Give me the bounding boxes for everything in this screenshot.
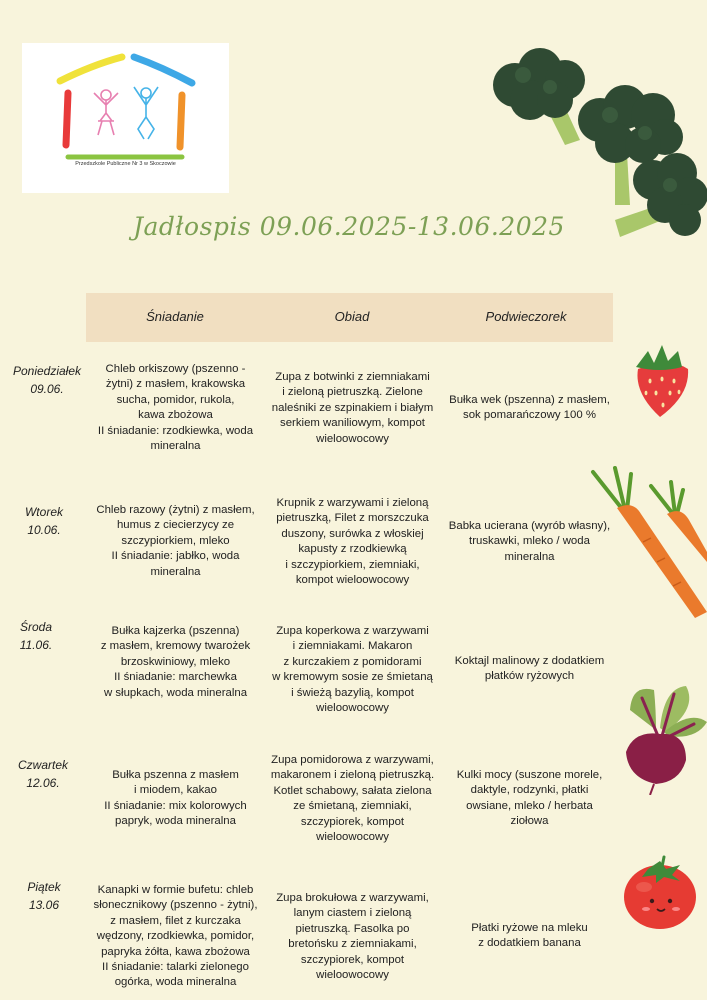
breakfast-cell: Bułka kajzerka (pszenna) z masłem, kremowy twarożek brzoskwiniowy, mleko II śniadanie: marchewka w słupkach, woda mineralna [100,625,251,699]
header-breakfast: Śniadanie [146,309,204,324]
lunch-cell: Zupa pomidorowa z warzywami, makaronem i zieloną pietruszką. Kotlet schabowy, sałata zielona ze śmietaną, ziemniaki, szczypiorek, kompot wieloowocowy [270,754,435,844]
lunch-cell: Krupnik z warzywami i zieloną pietruszką, Filet z morszczuka duszony, surówka z włoskiej kapusty z rzodkiewką i szczypiorkiem, ziemniaki, kompot wieloowocowy [276,497,429,587]
logo-caption: Przedszkole Publiczne Nr 3 w Skoczowie [75,161,176,167]
day-date: 13.06 [28,898,60,912]
day-name: Wtorek [24,505,63,519]
day-date: 11.06. [19,638,53,652]
day-label [4,618,68,654]
day-date: 10.06. [27,523,61,537]
breakfast-cell: Chleb orkiszowy (pszenno - żytni) z masłem, krakowska sucha, pomidor, rukola, kawa zbożowa II śniadanie: rzodkiewka, woda mineralna [97,363,254,453]
lunch-cell: Zupa koperkowa z warzywami i ziemniakami. Makaron z kurczakiem z pomidorami w kremowym sosie ze śmietaną i świeżą bazylią, kompot wieloowocowy [272,625,433,715]
broccoli-icon [485,45,707,255]
carrot-icon [585,462,707,622]
header-snack: Podwieczorek [485,309,567,324]
strawberry-icon [630,343,696,421]
breakfast-cell: Bułka pszenna z masłem i miodem, kakao II śniadanie: mix kolorowych papryk, woda mineralna [104,769,247,828]
house-children-logo-icon [22,43,229,193]
day-name: Środa [19,620,53,634]
snack-cell: Kulki mocy (suszone morele, daktyle, rodzynki, płatki owsiane, mleko / herbata ziołowa [456,769,603,828]
lunch-cell: Zupa z botwinki z ziemniakami i zieloną pietruszką. Zielone naleśniki ze szpinakiem i białym serkiem waniliowym, kompot wieloowocowy [271,371,434,445]
beetroot-icon [620,680,707,795]
page-title: Jadłospis 09.06.2025-13.06.2025 [133,212,565,241]
day-label [4,756,82,792]
day-date: 12.06. [26,776,60,790]
tomato-icon [622,855,702,931]
day-name: Czwartek [17,758,68,772]
day-name: Piątek [27,880,61,894]
day-label [4,503,84,539]
lunch-cell: Zupa brokułowa z warzywami, lanym ciastem i zieloną pietruszką. Fasolka po bretońsku z ziemniakami, szczypiorek, kompot wieloowocowy [276,892,429,982]
day-label [4,362,90,398]
snack-cell: Płatki ryżowe na mleku z dodatkiem banana [471,922,588,950]
snack-cell: Koktajl malinowy z dodatkiem płatków ryżowych [454,655,605,683]
day-date: 09.06. [30,382,64,396]
snack-cell: Babka ucierana (wyrób własny), truskawki, mleko / woda mineralna [448,520,611,563]
day-name: Poniedziałek [12,364,82,378]
breakfast-cell: Kanapki w formie bufetu: chleb słonecznikowy (pszenno - żytni), z masłem, filet z kurczaka wędzony, rzodkiewka, pomidor, papryka żółta, kawa zbożowa II śniadanie: talarki zielonego ogórka, woda mineralna [93,884,258,989]
snack-cell: Bułka wek (pszenna) z masłem, sok pomarańczowy 100 % [449,394,610,422]
kindergarten-logo [22,43,229,193]
header-lunch: Obiad [334,309,370,324]
breakfast-cell: Chleb razowy (żytni) z masłem, humus z ciecierzycy ze szczypiorkiem, mleko II śniadanie: jabłko, woda mineralna [96,504,255,578]
day-label [4,878,84,914]
